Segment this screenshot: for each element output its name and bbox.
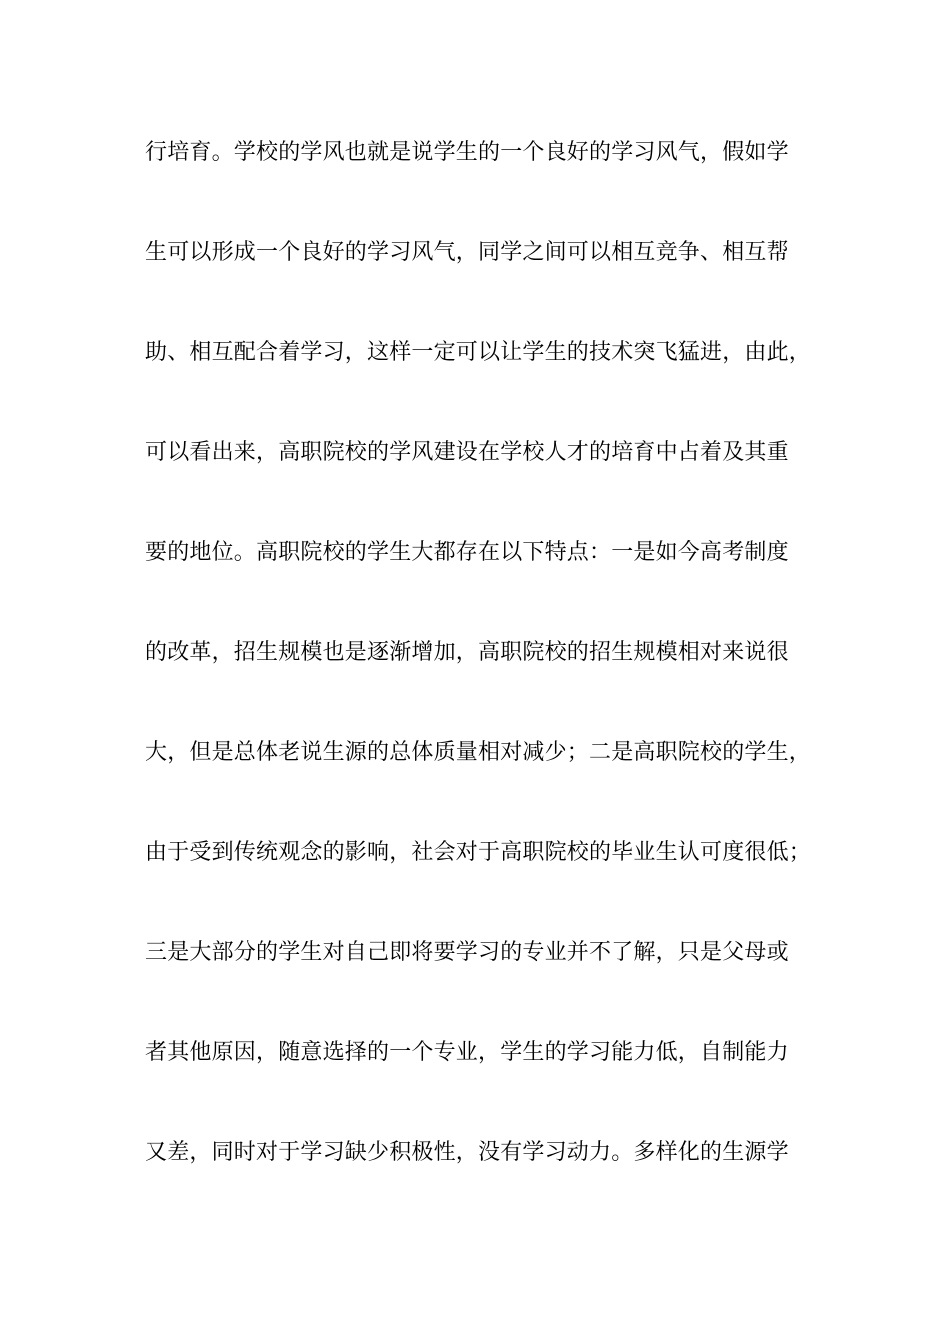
text-line: 可以看出来，高职院校的学风建设在学校人才的培育中占着及其重 — [145, 440, 789, 465]
paragraph-body — [145, 136, 835, 1236]
text-line: 大，但是总体老说生源的总体质量相对减少；二是高职院校的学生， — [145, 740, 812, 765]
text-line: 三是大部分的学生对自己即将要学习的专业并不了解，只是父母或 — [145, 940, 789, 965]
text-line: 又差，同时对于学习缺少积极性，没有学习动力。多样化的生源学 — [145, 1140, 789, 1165]
text-line: 行培育。学校的学风也就是说学生的一个良好的学习风气，假如学 — [145, 140, 789, 165]
text-line: 生可以形成一个良好的学习风气，同学之间可以相互竞争、相互帮 — [145, 240, 789, 265]
text-line: 由于受到传统观念的影响，社会对于高职院校的毕业生认可度很低； — [145, 840, 812, 865]
text-line: 要的地位。高职院校的学生大都存在以下特点：一是如今高考制度 — [145, 540, 789, 565]
text-line: 者其他原因，随意选择的一个专业，学生的学习能力低，自制能力 — [145, 1040, 789, 1065]
text-line: 助、相互配合着学习，这样一定可以让学生的技术突飞猛进，由此， — [145, 340, 812, 365]
text-line: 的改革，招生规模也是逐渐增加，高职院校的招生规模相对来说很 — [145, 640, 789, 665]
